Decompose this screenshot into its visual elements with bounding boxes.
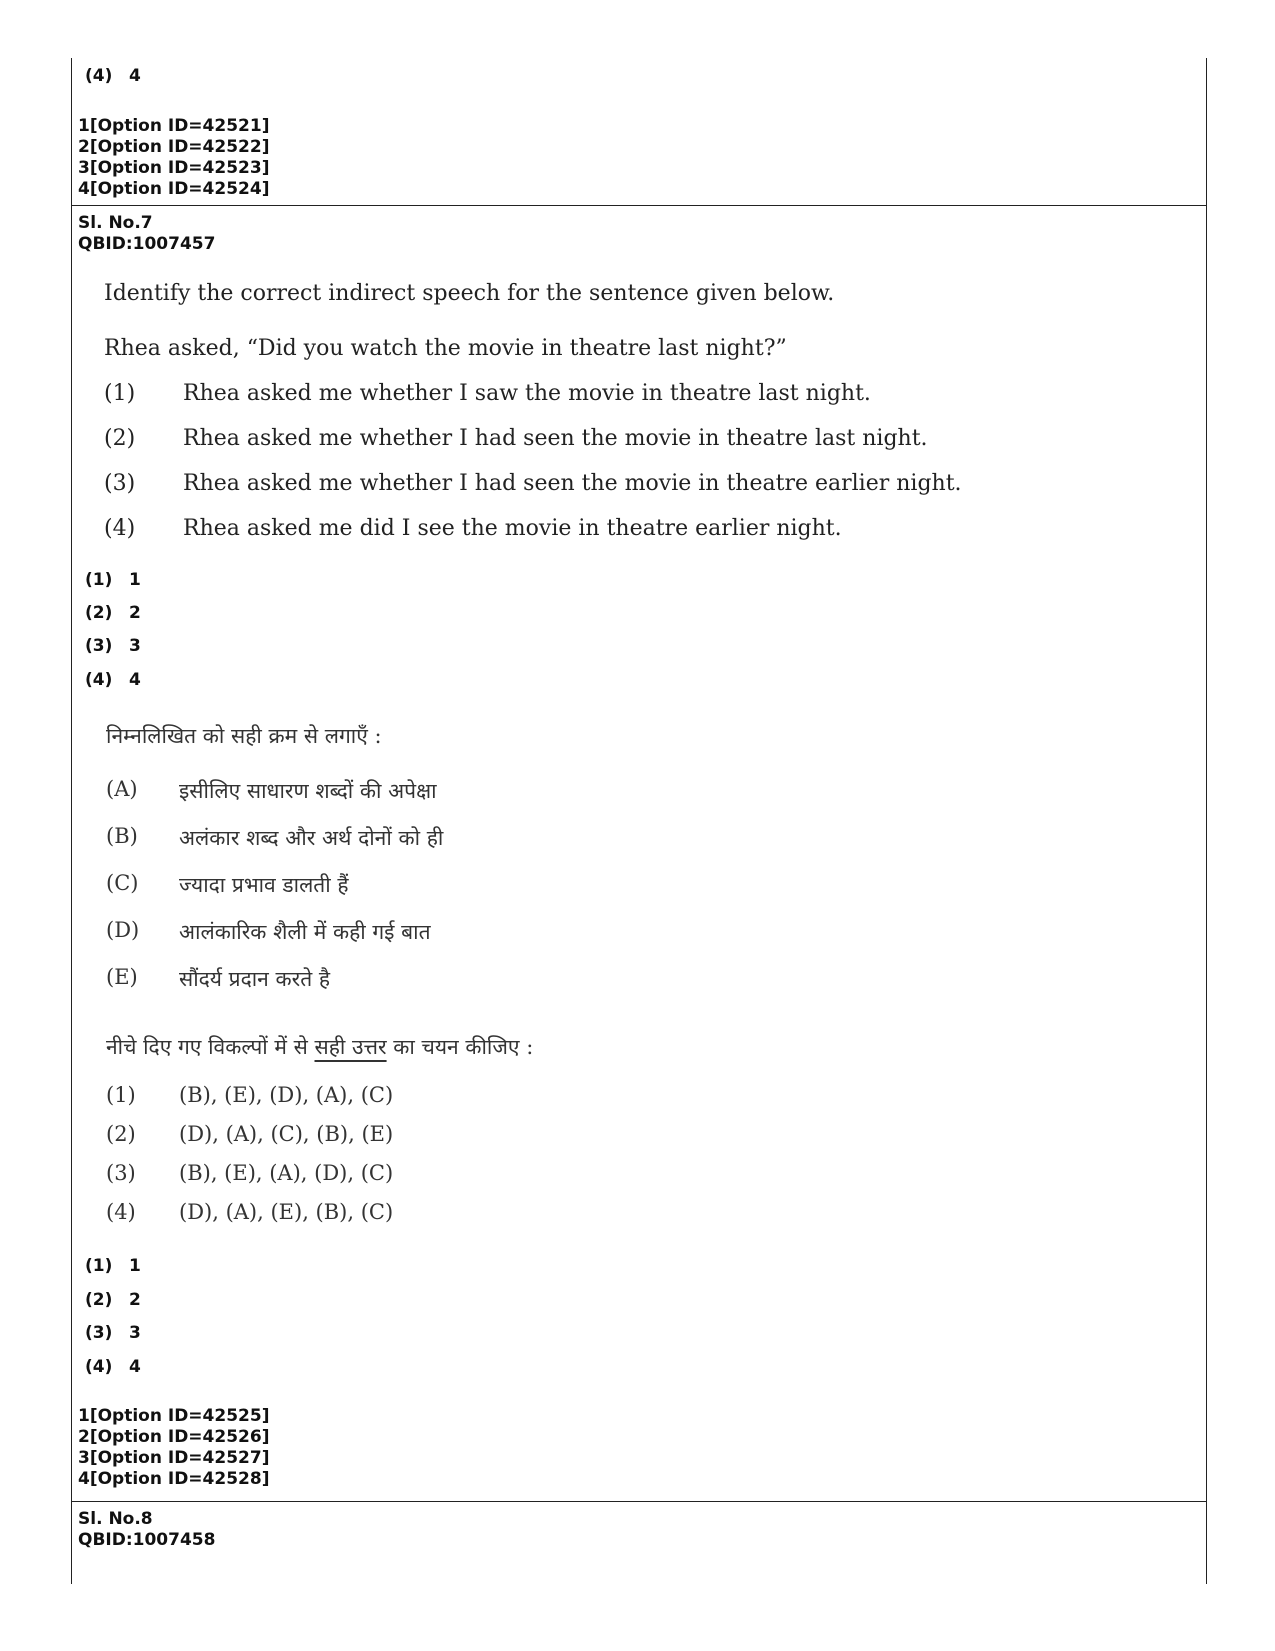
answer-choice [85, 1357, 141, 1377]
option-label: (1) [106, 1083, 136, 1107]
option-id-line: 3[Option ID=42523] [78, 158, 270, 178]
answer-number: (1) [85, 570, 113, 590]
answer-number: (4) [85, 1357, 113, 1377]
answer-value: 3 [129, 1323, 141, 1343]
option-text: Rhea asked me whether I had seen the movie in theatre earlier night. [183, 471, 962, 496]
item-text: अलंकार शब्द और अर्थ दोनों को ही [179, 826, 444, 850]
serial-number: Sl. No.7 [78, 213, 153, 233]
option-id-line: 3[Option ID=42527] [78, 1448, 270, 1468]
option-label: (1) [104, 381, 136, 406]
answer-choice [85, 570, 141, 590]
option-text: (B), (E), (D), (A), (C) [179, 1083, 394, 1107]
item-text: ज्यादा प्रभाव डालती हैं [179, 873, 349, 897]
item-text: सौंदर्य प्रदान करते है [179, 967, 331, 991]
answer-choice [85, 1290, 141, 1310]
answer-choice [85, 636, 141, 656]
hindi-choose-instruction [106, 1033, 533, 1061]
choose-text: का चयन कीजिए : [386, 1035, 534, 1059]
option-text: (B), (E), (A), (D), (C) [179, 1161, 394, 1185]
answer-number: (3) [85, 1323, 113, 1343]
option-label: (3) [106, 1161, 136, 1185]
option-text: Rhea asked me whether I had seen the movie in theatre last night. [183, 426, 928, 451]
item-text: इसीलिए साधारण शब्दों की अपेक्षा [179, 779, 437, 803]
question-bank-id: QBID:1007457 [78, 234, 216, 254]
answer-number: (1) [85, 1256, 113, 1276]
question-bank-id: QBID:1007458 [78, 1530, 216, 1550]
answer-choice [85, 66, 141, 86]
question-instruction: Identify the correct indirect speech for the sentence given below. [104, 281, 835, 306]
option-label: (2) [104, 426, 136, 451]
option-id-line: 4[Option ID=42524] [78, 179, 270, 199]
option-id-line: 2[Option ID=42522] [78, 137, 270, 157]
option-text: (D), (A), (E), (B), (C) [179, 1200, 394, 1224]
option-text: Rhea asked me whether I saw the movie in theatre last night. [183, 381, 871, 406]
answer-choice [85, 1256, 141, 1276]
answer-number: (4) [85, 66, 113, 86]
option-id-line: 1[Option ID=42525] [78, 1406, 270, 1426]
item-label: (E) [106, 965, 138, 989]
choose-text: नीचे दिए गए विकल्पों में से [106, 1035, 315, 1059]
left-border [71, 58, 72, 1584]
answer-value: 1 [129, 570, 141, 590]
answer-value: 4 [129, 670, 141, 690]
option-id-line: 4[Option ID=42528] [78, 1469, 270, 1489]
section-divider [71, 205, 1207, 206]
option-label: (3) [104, 471, 136, 496]
item-label: (C) [106, 871, 139, 895]
answer-value: 1 [129, 1256, 141, 1276]
answer-value: 2 [129, 1290, 141, 1310]
answer-number: (3) [85, 636, 113, 656]
option-label: (4) [106, 1200, 136, 1224]
answer-choice [85, 603, 141, 623]
option-text: Rhea asked me did I see the movie in theatre earlier night. [183, 516, 842, 541]
option-label: (2) [106, 1122, 136, 1146]
answer-value: 2 [129, 603, 141, 623]
item-text: आलंकारिक शैली में कही गई बात [179, 920, 431, 944]
option-id-line: 1[Option ID=42521] [78, 116, 270, 136]
answer-value: 3 [129, 636, 141, 656]
item-label: (B) [106, 824, 138, 848]
answer-number: (2) [85, 603, 113, 623]
answer-choice [85, 670, 141, 690]
hindi-instruction: निम्नलिखित को सही क्रम से लगाएँ : [106, 724, 382, 748]
answer-value: 4 [129, 66, 141, 86]
answer-choice [85, 1323, 141, 1343]
item-label: (D) [106, 918, 140, 942]
question-sentence: Rhea asked, “Did you watch the movie in theatre last night?” [104, 336, 787, 361]
option-id-line: 2[Option ID=42526] [78, 1427, 270, 1447]
right-border [1206, 58, 1207, 1584]
serial-number: Sl. No.8 [78, 1509, 153, 1529]
answer-number: (2) [85, 1290, 113, 1310]
answer-value: 4 [129, 1357, 141, 1377]
option-label: (4) [104, 516, 136, 541]
section-divider [71, 1501, 1207, 1502]
answer-number: (4) [85, 670, 113, 690]
choose-underlined-text: सही उत्तर [314, 1035, 387, 1059]
item-label: (A) [106, 777, 138, 801]
option-text: (D), (A), (C), (B), (E) [179, 1122, 394, 1146]
